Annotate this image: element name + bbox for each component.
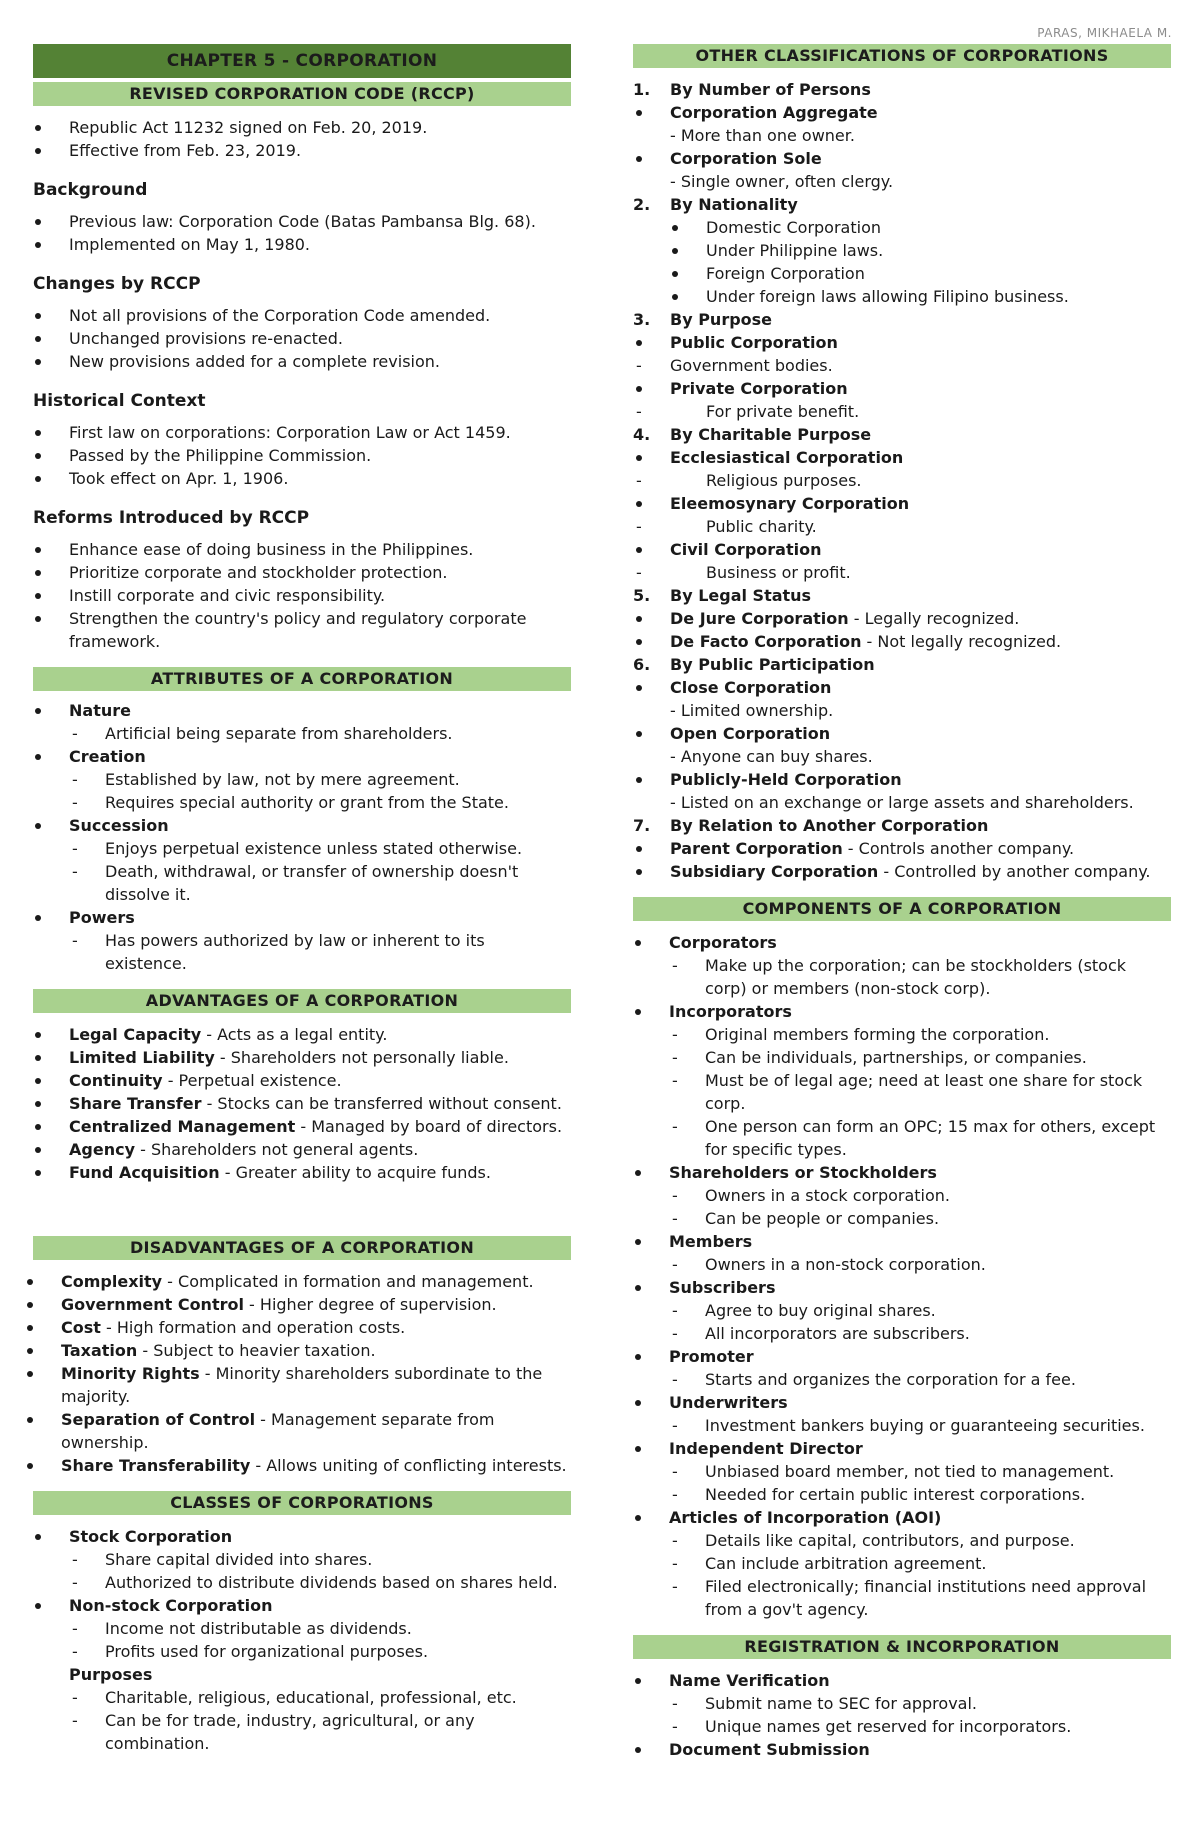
list-item: De Facto Corporation - Not legally recognized.	[633, 630, 1171, 653]
item-label: Corporation Aggregate	[670, 103, 878, 122]
list-item	[633, 1391, 1171, 1437]
item-label: By Charitable Purpose	[670, 425, 872, 444]
sub-item: - One person can form an OPC; 15 max for others, except for specific types.	[669, 1115, 1171, 1161]
reforms-list	[33, 538, 571, 653]
components-title: COMPONENTS OF A CORPORATION	[633, 897, 1171, 921]
list-item	[33, 1046, 571, 1069]
list-item	[33, 1594, 571, 1755]
sub-item: - Has powers authorized by law or inherent to its existence.	[69, 929, 571, 975]
sub-item: - Owners in a non-stock corporation.	[669, 1253, 1171, 1276]
sub-item: - All incorporators are subscribers.	[669, 1322, 1171, 1345]
list-item: Implemented on May 1, 1980.	[33, 233, 571, 256]
right-column	[633, 44, 1171, 1761]
item-label: Document Submission	[669, 1740, 870, 1759]
list-item	[633, 1345, 1171, 1391]
item-label: Nature	[69, 701, 131, 720]
list-item	[33, 745, 571, 814]
list-item	[25, 1339, 571, 1362]
sub-list	[669, 1460, 1171, 1506]
list-item	[33, 1525, 571, 1594]
item-text: - Perpetual existence.	[162, 1071, 342, 1090]
list-item: Took effect on Apr. 1, 1906.	[33, 467, 571, 490]
list-item	[33, 699, 571, 745]
sub-item: - Make up the corporation; can be stockholders (stock corp) or members (non-stock corp).	[669, 954, 1171, 1000]
sub-list	[69, 1686, 571, 1755]
sub-list	[669, 1253, 1171, 1276]
sub-list	[669, 1023, 1171, 1161]
item-label: Private Corporation	[670, 379, 848, 398]
list-item	[633, 1230, 1171, 1276]
sub-item: - Enjoys perpetual existence unless stated otherwise.	[69, 837, 571, 860]
list-item	[25, 1316, 571, 1339]
list-item	[33, 1115, 571, 1138]
purposes-label: Purposes	[69, 1665, 153, 1684]
numbered-heading	[633, 78, 1171, 101]
sub-item: - Investment bankers buying or guaranteeing securities.	[669, 1414, 1171, 1437]
rccp-title: REVISED CORPORATION CODE (RCCP)	[33, 82, 571, 106]
item-label: Subscribers	[669, 1278, 776, 1297]
item-label: Government Control	[61, 1295, 244, 1314]
list-item	[633, 147, 1171, 170]
list-item: Effective from Feb. 23, 2019.	[33, 139, 571, 162]
list-item	[633, 101, 1171, 124]
sub-item: - Public charity.	[636, 517, 817, 536]
sub-item: Under Philippine laws.	[633, 239, 1171, 262]
list-item	[25, 1270, 571, 1293]
sub-item: - Authorized to distribute dividends based on shares held.	[69, 1571, 571, 1594]
advantages-title: ADVANTAGES OF A CORPORATION	[33, 989, 571, 1013]
classes-list	[33, 1525, 571, 1755]
item-text: - Minority shareholders subordinate to the majority.	[61, 1364, 543, 1406]
item-label: By Number of Persons	[670, 80, 871, 99]
list-item: Not all provisions of the Corporation Code amended.	[33, 304, 571, 327]
number: 2.	[633, 195, 651, 214]
item-label: Eleemosynary Corporation	[670, 494, 910, 513]
left-column	[33, 44, 571, 1755]
historical-heading: Historical Context	[33, 391, 206, 411]
item-label: Corporation Sole	[670, 149, 822, 168]
number: 6.	[633, 655, 651, 674]
item-label: Limited Liability	[69, 1048, 215, 1067]
list-item: Passed by the Philippine Commission.	[33, 444, 571, 467]
list-item	[633, 931, 1171, 1000]
sub-item: - Details like capital, contributors, and purpose.	[669, 1529, 1171, 1552]
attributes-list	[33, 699, 571, 975]
sub-list	[69, 768, 571, 814]
list-item: New provisions added for a complete revision.	[33, 350, 571, 373]
list-item: Unchanged provisions re-enacted.	[33, 327, 571, 350]
author-name: PARAS, MIKHAELA M.	[1037, 26, 1172, 40]
item-desc: - Single owner, often clergy.	[670, 172, 894, 191]
sub-item: - Death, withdrawal, or transfer of ownership doesn't dissolve it.	[69, 860, 571, 906]
sub-list	[69, 929, 571, 975]
sub-item: - Business or profit.	[636, 563, 851, 582]
number: 3.	[633, 310, 651, 329]
item-label: De Facto Corporation	[670, 632, 862, 651]
item-label: Cost	[61, 1318, 101, 1337]
sub-list	[69, 1617, 571, 1663]
item-label: Continuity	[69, 1071, 163, 1090]
disadvantages-list	[25, 1270, 571, 1477]
item-label: Centralized Management	[69, 1117, 296, 1136]
item-label: Powers	[69, 908, 135, 927]
list-item	[633, 1437, 1171, 1506]
sub-item: - Profits used for organizational purposes.	[69, 1640, 571, 1663]
item-label: Name Verification	[669, 1671, 830, 1690]
sub-list	[669, 1184, 1171, 1230]
list-item	[25, 1362, 571, 1408]
sub-item: - Starts and organizes the corporation for a fee.	[669, 1368, 1171, 1391]
registration-title: REGISTRATION & INCORPORATION	[633, 1635, 1171, 1659]
list-item	[633, 768, 1171, 791]
numbered-heading	[633, 423, 1171, 446]
sub-item: - Needed for certain public interest corporations.	[669, 1483, 1171, 1506]
sub-item: - Can be people or companies.	[669, 1207, 1171, 1230]
number: 4.	[633, 425, 651, 444]
sub-item: - Charitable, religious, educational, professional, etc.	[69, 1686, 571, 1709]
sub-list	[69, 722, 571, 745]
list-item	[633, 1738, 1171, 1761]
list-item	[25, 1408, 571, 1454]
numbered-heading	[633, 814, 1171, 837]
background-list	[33, 210, 571, 256]
sub-item: - Can include arbitration agreement.	[669, 1552, 1171, 1575]
item-desc: - Limited ownership.	[670, 701, 834, 720]
item-label: Open Corporation	[670, 724, 831, 743]
numbered-heading	[633, 653, 1171, 676]
item-label: Public Corporation	[670, 333, 838, 352]
list-item	[633, 1506, 1171, 1621]
item-text: - Acts as a legal entity.	[201, 1025, 388, 1044]
sub-item: - Income not distributable as dividends.	[69, 1617, 571, 1640]
sub-list	[669, 1529, 1171, 1621]
numbered-heading	[633, 193, 1171, 216]
list-item	[633, 377, 1171, 400]
sub-item: Domestic Corporation	[633, 216, 1171, 239]
item-label: Civil Corporation	[670, 540, 822, 559]
sub-item: - Share capital divided into shares.	[69, 1548, 571, 1571]
sub-item: - Can be individuals, partnerships, or companies.	[669, 1046, 1171, 1069]
list-item	[33, 1023, 571, 1046]
item-label: By Legal Status	[670, 586, 812, 605]
list-item	[633, 1161, 1171, 1230]
sub-item: - Submit name to SEC for approval.	[669, 1692, 1171, 1715]
item-label: Taxation	[61, 1341, 138, 1360]
list-item	[33, 814, 571, 906]
list-item: First law on corporations: Corporation Law or Act 1459.	[33, 421, 571, 444]
numbered-heading	[633, 308, 1171, 331]
spacer	[33, 1184, 571, 1236]
list-item	[633, 1669, 1171, 1738]
sub-item: - Requires special authority or grant from the State.	[69, 791, 571, 814]
attributes-title: ATTRIBUTES OF A CORPORATION	[33, 667, 571, 691]
sub-list	[669, 1692, 1171, 1738]
item-label: Parent Corporation	[670, 839, 843, 858]
item-label: Legal Capacity	[69, 1025, 202, 1044]
item-text: - Shareholders not general agents.	[135, 1140, 419, 1159]
list-item: Parent Corporation - Controls another company.	[633, 837, 1171, 860]
item-label: By Public Participation	[670, 655, 875, 674]
list-item: Enhance ease of doing business in the Philippines.	[33, 538, 571, 561]
item-label: Articles of Incorporation (AOI)	[669, 1508, 942, 1527]
item-label: Independent Director	[669, 1439, 863, 1458]
item-text: - Complicated in formation and management.	[162, 1272, 534, 1291]
sub-item: - Original members forming the corporation.	[669, 1023, 1171, 1046]
sub-item: - Agree to buy original shares.	[669, 1299, 1171, 1322]
item-label: Ecclesiastical Corporation	[670, 448, 904, 467]
components-list	[633, 931, 1171, 1621]
item-label: Complexity	[61, 1272, 163, 1291]
list-item	[33, 906, 571, 975]
item-label: By Relation to Another Corporation	[670, 816, 989, 835]
list-item	[33, 1069, 571, 1092]
other-classifications-title: OTHER CLASSIFICATIONS OF CORPORATIONS	[633, 44, 1171, 68]
item-text: - Greater ability to acquire funds.	[219, 1163, 491, 1182]
sub-item: - Established by law, not by mere agreement.	[69, 768, 571, 791]
item-label: De Jure Corporation	[670, 609, 849, 628]
item-text: - Allows uniting of conflicting interests.	[250, 1456, 567, 1475]
list-item	[633, 492, 1171, 515]
item-label: Close Corporation	[670, 678, 832, 697]
item-label: Stock Corporation	[69, 1527, 233, 1546]
item-text: - Management separate from ownership.	[61, 1410, 495, 1452]
sub-list	[669, 954, 1171, 1000]
list-item	[33, 1138, 571, 1161]
list-item: Strengthen the country's policy and regulatory corporate framework.	[33, 607, 571, 653]
background-heading: Background	[33, 180, 148, 200]
rccp-list	[33, 116, 571, 162]
item-label: Creation	[69, 747, 146, 766]
changes-heading: Changes by RCCP	[33, 274, 201, 294]
sub-item: - Filed electronically; financial institutions need approval from a gov't agency.	[669, 1575, 1171, 1621]
item-text: - Shareholders not personally liable.	[214, 1048, 509, 1067]
item-label: Members	[669, 1232, 753, 1251]
sub-item: - Owners in a stock corporation.	[669, 1184, 1171, 1207]
list-item	[25, 1454, 571, 1477]
item-desc: - More than one owner.	[670, 126, 855, 145]
item-label: Promoter	[669, 1347, 754, 1366]
list-item	[633, 1000, 1171, 1161]
item-label: Subsidiary Corporation	[670, 862, 879, 881]
item-label: Publicly-Held Corporation	[670, 770, 902, 789]
number: 7.	[633, 816, 651, 835]
item-label: Share Transfer	[69, 1094, 202, 1113]
sub-list	[69, 837, 571, 906]
list-item	[633, 446, 1171, 469]
item-desc: - Anyone can buy shares.	[670, 747, 873, 766]
list-item: Subsidiary Corporation - Controlled by another company.	[633, 860, 1171, 883]
list-item	[633, 676, 1171, 699]
item-label: Incorporators	[669, 1002, 792, 1021]
item-text: - Subject to heavier taxation.	[137, 1341, 376, 1360]
reforms-heading: Reforms Introduced by RCCP	[33, 508, 310, 528]
item-label: Fund Acquisition	[69, 1163, 220, 1182]
sub-item: Foreign Corporation	[633, 262, 1171, 285]
sub-item: Under foreign laws allowing Filipino business.	[633, 285, 1171, 308]
list-item	[633, 722, 1171, 745]
list-item: De Jure Corporation - Legally recognized.	[633, 607, 1171, 630]
item-label: Non-stock Corporation	[69, 1596, 273, 1615]
sub-item: - Government bodies.	[636, 356, 833, 375]
sub-list	[69, 1548, 571, 1594]
item-label: By Nationality	[670, 195, 798, 214]
sub-item: - Artificial being separate from shareholders.	[69, 722, 571, 745]
item-desc: - Listed on an exchange or large assets and shareholders.	[670, 793, 1134, 812]
item-label: Share Transferability	[61, 1456, 251, 1475]
list-item	[33, 1092, 571, 1115]
item-label: Corporators	[669, 933, 777, 952]
list-item: Prioritize corporate and stockholder protection.	[33, 561, 571, 584]
numbered-heading	[633, 584, 1171, 607]
sub-list	[669, 1414, 1171, 1437]
historical-list	[33, 421, 571, 490]
item-label: Agency	[69, 1140, 135, 1159]
sub-item: - For private benefit.	[636, 402, 860, 421]
classes-title: CLASSES OF CORPORATIONS	[33, 1491, 571, 1515]
sub-item: - Religious purposes.	[636, 471, 862, 490]
list-item: Previous law: Corporation Code (Batas Pambansa Blg. 68).	[33, 210, 571, 233]
item-label: Separation of Control	[61, 1410, 256, 1429]
list-item	[633, 331, 1171, 354]
number: 5.	[633, 586, 651, 605]
sub-item: - Can be for trade, industry, agricultural, or any combination.	[69, 1709, 571, 1755]
advantages-list	[33, 1023, 571, 1184]
list-item: Republic Act 11232 signed on Feb. 20, 2019.	[33, 116, 571, 139]
item-text: - Higher degree of supervision.	[243, 1295, 497, 1314]
item-text: - Stocks can be transferred without consent.	[201, 1094, 562, 1113]
item-label: Minority Rights	[61, 1364, 200, 1383]
registration-list	[633, 1669, 1171, 1761]
list-item	[33, 1161, 571, 1184]
item-label: By Purpose	[670, 310, 773, 329]
sub-item: - Unique names get reserved for incorporators.	[669, 1715, 1171, 1738]
number: 1.	[633, 80, 651, 99]
item-label: Shareholders or Stockholders	[669, 1163, 937, 1182]
item-label: Succession	[69, 816, 169, 835]
item-text: - High formation and operation costs.	[100, 1318, 406, 1337]
list-item	[633, 538, 1171, 561]
classification-list	[633, 78, 1171, 883]
list-item: Instill corporate and civic responsibility.	[33, 584, 571, 607]
changes-list	[33, 304, 571, 373]
chapter-title: CHAPTER 5 - CORPORATION	[33, 44, 571, 78]
sub-list	[669, 1299, 1171, 1345]
item-label: Underwriters	[669, 1393, 788, 1412]
disadvantages-title: DISADVANTAGES OF A CORPORATION	[33, 1236, 571, 1260]
list-item	[633, 1276, 1171, 1345]
sub-list	[669, 1368, 1171, 1391]
item-text: - Managed by board of directors.	[295, 1117, 563, 1136]
sub-item: - Must be of legal age; need at least one share for stock corp.	[669, 1069, 1171, 1115]
sub-item: - Unbiased board member, not tied to management.	[669, 1460, 1171, 1483]
list-item	[25, 1293, 571, 1316]
